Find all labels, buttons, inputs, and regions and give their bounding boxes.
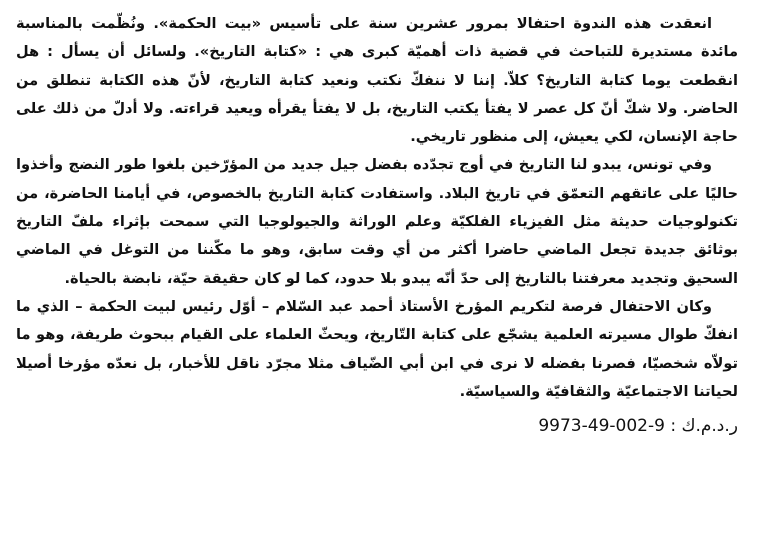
paragraph-tribute: وكان الاحتفال فرصة لتكريم المؤرخ الأستاذ أحمد عبد السّلام – أوّل رئيس لبيت الحكمة – الذي ما انفكّ طوال مسيرته العلمية يشجّع على كتابة التّاريخ، ويحثّ العلماء على القيام ببحوث طريفة، وهو ما تولاّه شخصيّا، فصرنا بفضله لا نرى في ابن أبي الضّياف مثلا مجرّد ناقل للأخبار، بل نعدّه مؤرخا أصيلا لحياتنا الاجتماعيّة والثقافيّة والسياسيّة.	[16, 297, 738, 400]
document-page	[16, 10, 738, 438]
isbn-label: ر.د.م.ك :	[670, 416, 738, 437]
paragraph-anniversary: انعقدت هذه الندوة احتفالا بمرور عشرين سنة على تأسيس «بيت الحكمة». ونُظّمت بالمناسبة مائدة مستديرة للتباحث في قضية ذات أهميّة كبرى هي : «كتابة التاريخ». ولسائل أن يسأل : هل انقطعت يوما كتابة التاريخ؟ كلاّ. إننا لا ننفكّ نكتب ونعيد كتابة التاريخ، لأنّ هذه الكتابة تنطلق من الحاضر. ولا شكّ أنّ كل عصر لا يفتأ يكتب التاريخ، بل لا يفتأ يقرأه ويعيد قراءته. ولا أدلّ من ذلك على حاجة الإنسان، لكي يعيش، إلى منظور تاريخي.	[16, 15, 738, 146]
paragraph-tunisia-historians: وفي تونس، يبدو لنا التاريخ في أوج تجدّده بفضل جيل جديد من المؤرّخين بلغوا طور النضج وأخذوا حاليًا على عاتقهم التعمّق في تاريخ البلاد. واستفادت كتابة التاريخ بالخصوص، في أيامنا الحاضرة، من تكنولوجيات حديثة مثل الفيزياء الفلكيّة وعلم الوراثة والجيولوجيا التي سمحت بإثراء ملفّ التاريخ بوثائق جديدة تجعل الماضي حاضرا أكثر من أي وقت سابق، وهو ما مكّننا من التوغل في الماضي السحيق وتجديد معرفتنا بالتاريخ إلى حدّ أنّه يبدو بلا حدود، كما لو كان حقيقة حيّة، نابضة بالحياة.	[16, 156, 738, 287]
isbn-number: 9973-49-002-9	[538, 416, 665, 437]
isbn-line	[16, 414, 738, 438]
